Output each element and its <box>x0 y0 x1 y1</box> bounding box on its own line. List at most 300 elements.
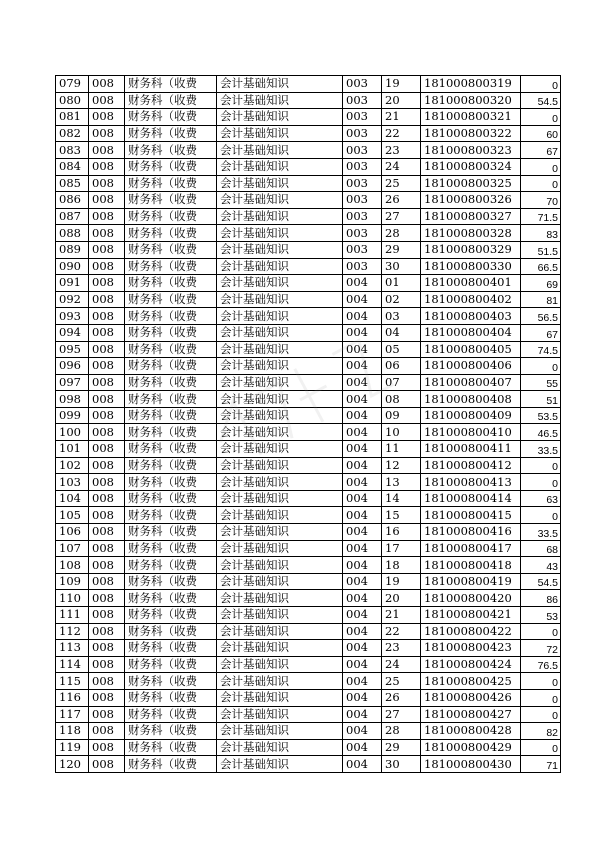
score-cell: 53 <box>521 607 561 624</box>
table-row <box>56 640 561 657</box>
group-cell: 008 <box>89 341 125 358</box>
ticket-cell: 181000800412 <box>421 457 521 474</box>
score-cell: 60 <box>521 125 561 142</box>
room-cell: 004 <box>343 640 382 657</box>
group-cell: 008 <box>89 524 125 541</box>
ticket-cell: 181000800419 <box>421 573 521 590</box>
seat-cell: 21 <box>382 607 421 624</box>
room-cell: 004 <box>343 557 382 574</box>
room-cell: 004 <box>343 524 382 541</box>
group-cell: 008 <box>89 723 125 740</box>
group-cell: 008 <box>89 424 125 441</box>
department-cell: 财务科（收费 <box>125 739 217 756</box>
seq-cell: 087 <box>56 208 89 225</box>
room-cell: 003 <box>343 208 382 225</box>
subject-cell: 会计基础知识 <box>217 76 343 93</box>
seq-cell: 094 <box>56 324 89 341</box>
seat-cell: 11 <box>382 441 421 458</box>
seat-cell: 10 <box>382 424 421 441</box>
table-row <box>56 258 561 275</box>
subject-cell: 会计基础知识 <box>217 524 343 541</box>
department-cell: 财务科（收费 <box>125 175 217 192</box>
seq-cell: 079 <box>56 76 89 93</box>
table-row <box>56 125 561 142</box>
table-row <box>56 474 561 491</box>
seat-cell: 20 <box>382 92 421 109</box>
subject-cell: 会计基础知识 <box>217 557 343 574</box>
seq-cell: 105 <box>56 507 89 524</box>
ticket-cell: 181000800415 <box>421 507 521 524</box>
ticket-cell: 181000800328 <box>421 225 521 242</box>
table-row <box>56 324 561 341</box>
room-cell: 004 <box>343 341 382 358</box>
group-cell: 008 <box>89 275 125 292</box>
group-cell: 008 <box>89 623 125 640</box>
department-cell: 财务科（收费 <box>125 474 217 491</box>
seat-cell: 08 <box>382 391 421 408</box>
seq-cell: 080 <box>56 92 89 109</box>
score-cell: 0 <box>521 507 561 524</box>
seq-cell: 090 <box>56 258 89 275</box>
seat-cell: 21 <box>382 109 421 126</box>
group-cell: 008 <box>89 109 125 126</box>
seq-cell: 104 <box>56 490 89 507</box>
seat-cell: 25 <box>382 673 421 690</box>
department-cell: 财务科（收费 <box>125 441 217 458</box>
seat-cell: 06 <box>382 358 421 375</box>
score-cell: 56.5 <box>521 308 561 325</box>
room-cell: 004 <box>343 706 382 723</box>
room-cell: 003 <box>343 258 382 275</box>
table-row <box>56 507 561 524</box>
score-cell: 69 <box>521 275 561 292</box>
subject-cell: 会计基础知识 <box>217 92 343 109</box>
room-cell: 004 <box>343 590 382 607</box>
results-table <box>55 75 561 773</box>
department-cell: 财务科（收费 <box>125 540 217 557</box>
subject-cell: 会计基础知识 <box>217 275 343 292</box>
ticket-cell: 181000800421 <box>421 607 521 624</box>
ticket-cell: 181000800405 <box>421 341 521 358</box>
table-row <box>56 407 561 424</box>
seat-cell: 18 <box>382 557 421 574</box>
department-cell: 财务科（收费 <box>125 424 217 441</box>
room-cell: 003 <box>343 192 382 209</box>
table-row <box>56 208 561 225</box>
group-cell: 008 <box>89 739 125 756</box>
department-cell: 财务科（收费 <box>125 308 217 325</box>
seq-cell: 112 <box>56 623 89 640</box>
seq-cell: 084 <box>56 158 89 175</box>
table-row <box>56 739 561 756</box>
department-cell: 财务科（收费 <box>125 109 217 126</box>
ticket-cell: 181000800428 <box>421 723 521 740</box>
group-cell: 008 <box>89 241 125 258</box>
score-cell: 55 <box>521 374 561 391</box>
room-cell: 004 <box>343 756 382 773</box>
department-cell: 财务科（收费 <box>125 125 217 142</box>
score-cell: 74.5 <box>521 341 561 358</box>
room-cell: 004 <box>343 623 382 640</box>
score-cell: 33.5 <box>521 441 561 458</box>
group-cell: 008 <box>89 540 125 557</box>
group-cell: 008 <box>89 490 125 507</box>
department-cell: 财务科（收费 <box>125 374 217 391</box>
score-cell: 70 <box>521 192 561 209</box>
score-cell: 53.5 <box>521 407 561 424</box>
subject-cell: 会计基础知识 <box>217 424 343 441</box>
room-cell: 004 <box>343 374 382 391</box>
department-cell: 财务科（收费 <box>125 723 217 740</box>
department-cell: 财务科（收费 <box>125 640 217 657</box>
seq-cell: 097 <box>56 374 89 391</box>
table-row <box>56 275 561 292</box>
ticket-cell: 181000800402 <box>421 291 521 308</box>
subject-cell: 会计基础知识 <box>217 358 343 375</box>
ticket-cell: 181000800330 <box>421 258 521 275</box>
ticket-cell: 181000800406 <box>421 358 521 375</box>
group-cell: 008 <box>89 308 125 325</box>
group-cell: 008 <box>89 573 125 590</box>
room-cell: 004 <box>343 490 382 507</box>
score-cell: 51 <box>521 391 561 408</box>
seq-cell: 119 <box>56 739 89 756</box>
department-cell: 财务科（收费 <box>125 524 217 541</box>
ticket-cell: 181000800404 <box>421 324 521 341</box>
department-cell: 财务科（收费 <box>125 225 217 242</box>
seat-cell: 25 <box>382 175 421 192</box>
seq-cell: 082 <box>56 125 89 142</box>
department-cell: 财务科（收费 <box>125 291 217 308</box>
seq-cell: 108 <box>56 557 89 574</box>
room-cell: 003 <box>343 109 382 126</box>
ticket-cell: 181000800407 <box>421 374 521 391</box>
seq-cell: 114 <box>56 656 89 673</box>
group-cell: 008 <box>89 474 125 491</box>
seq-cell: 085 <box>56 175 89 192</box>
seat-cell: 24 <box>382 158 421 175</box>
group-cell: 008 <box>89 208 125 225</box>
subject-cell: 会计基础知识 <box>217 706 343 723</box>
group-cell: 008 <box>89 374 125 391</box>
subject-cell: 会计基础知识 <box>217 308 343 325</box>
subject-cell: 会计基础知识 <box>217 142 343 159</box>
group-cell: 008 <box>89 557 125 574</box>
ticket-cell: 181000800416 <box>421 524 521 541</box>
score-cell: 0 <box>521 175 561 192</box>
table-row <box>56 109 561 126</box>
seq-cell: 118 <box>56 723 89 740</box>
room-cell: 004 <box>343 540 382 557</box>
room-cell: 004 <box>343 358 382 375</box>
ticket-cell: 181000800329 <box>421 241 521 258</box>
seat-cell: 04 <box>382 324 421 341</box>
seat-cell: 13 <box>382 474 421 491</box>
seq-cell: 110 <box>56 590 89 607</box>
ticket-cell: 181000800429 <box>421 739 521 756</box>
room-cell: 004 <box>343 275 382 292</box>
seat-cell: 09 <box>382 407 421 424</box>
group-cell: 008 <box>89 640 125 657</box>
score-cell: 0 <box>521 76 561 93</box>
subject-cell: 会计基础知识 <box>217 739 343 756</box>
subject-cell: 会计基础知识 <box>217 507 343 524</box>
room-cell: 004 <box>343 324 382 341</box>
score-cell: 83 <box>521 225 561 242</box>
department-cell: 财务科（收费 <box>125 623 217 640</box>
score-cell: 46.5 <box>521 424 561 441</box>
ticket-cell: 181000800417 <box>421 540 521 557</box>
subject-cell: 会计基础知识 <box>217 623 343 640</box>
score-cell: 0 <box>521 109 561 126</box>
ticket-cell: 181000800327 <box>421 208 521 225</box>
group-cell: 008 <box>89 358 125 375</box>
room-cell: 004 <box>343 607 382 624</box>
seq-cell: 109 <box>56 573 89 590</box>
table-row <box>56 341 561 358</box>
group-cell: 008 <box>89 76 125 93</box>
subject-cell: 会计基础知识 <box>217 656 343 673</box>
department-cell: 财务科（收费 <box>125 689 217 706</box>
score-cell: 0 <box>521 673 561 690</box>
subject-cell: 会计基础知识 <box>217 225 343 242</box>
seat-cell: 14 <box>382 490 421 507</box>
subject-cell: 会计基础知识 <box>217 756 343 773</box>
ticket-cell: 181000800420 <box>421 590 521 607</box>
department-cell: 财务科（收费 <box>125 490 217 507</box>
seat-cell: 29 <box>382 739 421 756</box>
group-cell: 008 <box>89 158 125 175</box>
results-table-body <box>56 76 561 773</box>
room-cell: 003 <box>343 92 382 109</box>
seat-cell: 12 <box>382 457 421 474</box>
group-cell: 008 <box>89 225 125 242</box>
department-cell: 财务科（收费 <box>125 324 217 341</box>
score-cell: 0 <box>521 739 561 756</box>
table-row <box>56 291 561 308</box>
seat-cell: 23 <box>382 640 421 657</box>
score-cell: 43 <box>521 557 561 574</box>
table-row <box>56 689 561 706</box>
subject-cell: 会计基础知识 <box>217 175 343 192</box>
seat-cell: 23 <box>382 142 421 159</box>
subject-cell: 会计基础知识 <box>217 441 343 458</box>
table-row <box>56 192 561 209</box>
group-cell: 008 <box>89 507 125 524</box>
score-cell: 0 <box>521 623 561 640</box>
score-cell: 67 <box>521 324 561 341</box>
ticket-cell: 181000800413 <box>421 474 521 491</box>
department-cell: 财务科（收费 <box>125 656 217 673</box>
department-cell: 财务科（收费 <box>125 142 217 159</box>
seq-cell: 106 <box>56 524 89 541</box>
subject-cell: 会计基础知识 <box>217 407 343 424</box>
room-cell: 004 <box>343 573 382 590</box>
department-cell: 财务科（收费 <box>125 158 217 175</box>
score-cell: 72 <box>521 640 561 657</box>
room-cell: 003 <box>343 158 382 175</box>
subject-cell: 会计基础知识 <box>217 590 343 607</box>
seq-cell: 113 <box>56 640 89 657</box>
group-cell: 008 <box>89 192 125 209</box>
subject-cell: 会计基础知识 <box>217 540 343 557</box>
score-cell: 0 <box>521 457 561 474</box>
subject-cell: 会计基础知识 <box>217 341 343 358</box>
seat-cell: 05 <box>382 341 421 358</box>
subject-cell: 会计基础知识 <box>217 192 343 209</box>
department-cell: 财务科（收费 <box>125 407 217 424</box>
seq-cell: 092 <box>56 291 89 308</box>
seq-cell: 101 <box>56 441 89 458</box>
seq-cell: 083 <box>56 142 89 159</box>
group-cell: 008 <box>89 441 125 458</box>
ticket-cell: 181000800321 <box>421 109 521 126</box>
subject-cell: 会计基础知识 <box>217 640 343 657</box>
seq-cell: 107 <box>56 540 89 557</box>
room-cell: 004 <box>343 457 382 474</box>
ticket-cell: 181000800401 <box>421 275 521 292</box>
department-cell: 财务科（收费 <box>125 391 217 408</box>
table-row <box>56 158 561 175</box>
table-row <box>56 241 561 258</box>
seq-cell: 102 <box>56 457 89 474</box>
room-cell: 003 <box>343 142 382 159</box>
table-row <box>56 590 561 607</box>
room-cell: 004 <box>343 656 382 673</box>
table-row <box>56 557 561 574</box>
department-cell: 财务科（收费 <box>125 258 217 275</box>
subject-cell: 会计基础知识 <box>217 490 343 507</box>
score-cell: 82 <box>521 723 561 740</box>
subject-cell: 会计基础知识 <box>217 125 343 142</box>
seat-cell: 20 <box>382 590 421 607</box>
score-cell: 0 <box>521 689 561 706</box>
department-cell: 财务科（收费 <box>125 208 217 225</box>
table-row <box>56 76 561 93</box>
seq-cell: 099 <box>56 407 89 424</box>
room-cell: 004 <box>343 391 382 408</box>
score-cell: 86 <box>521 590 561 607</box>
table-row <box>56 358 561 375</box>
score-cell: 0 <box>521 358 561 375</box>
seq-cell: 088 <box>56 225 89 242</box>
ticket-cell: 181000800408 <box>421 391 521 408</box>
seat-cell: 27 <box>382 208 421 225</box>
group-cell: 008 <box>89 291 125 308</box>
room-cell: 003 <box>343 225 382 242</box>
seq-cell: 117 <box>56 706 89 723</box>
room-cell: 003 <box>343 76 382 93</box>
table-row <box>56 225 561 242</box>
room-cell: 004 <box>343 673 382 690</box>
group-cell: 008 <box>89 590 125 607</box>
subject-cell: 会计基础知识 <box>217 391 343 408</box>
department-cell: 财务科（收费 <box>125 241 217 258</box>
seat-cell: 27 <box>382 706 421 723</box>
score-cell: 66.5 <box>521 258 561 275</box>
table-row <box>56 706 561 723</box>
seat-cell: 26 <box>382 192 421 209</box>
seq-cell: 111 <box>56 607 89 624</box>
score-cell: 68 <box>521 540 561 557</box>
subject-cell: 会计基础知识 <box>217 474 343 491</box>
ticket-cell: 181000800424 <box>421 656 521 673</box>
department-cell: 财务科（收费 <box>125 590 217 607</box>
ticket-cell: 181000800418 <box>421 557 521 574</box>
department-cell: 财务科（收费 <box>125 706 217 723</box>
score-cell: 81 <box>521 291 561 308</box>
group-cell: 008 <box>89 125 125 142</box>
table-row <box>56 441 561 458</box>
subject-cell: 会计基础知识 <box>217 374 343 391</box>
seat-cell: 01 <box>382 275 421 292</box>
room-cell: 003 <box>343 125 382 142</box>
room-cell: 004 <box>343 441 382 458</box>
group-cell: 008 <box>89 407 125 424</box>
ticket-cell: 181000800320 <box>421 92 521 109</box>
seq-cell: 086 <box>56 192 89 209</box>
seat-cell: 17 <box>382 540 421 557</box>
score-cell: 0 <box>521 706 561 723</box>
ticket-cell: 181000800410 <box>421 424 521 441</box>
subject-cell: 会计基础知识 <box>217 291 343 308</box>
department-cell: 财务科（收费 <box>125 557 217 574</box>
score-cell: 67 <box>521 142 561 159</box>
ticket-cell: 181000800425 <box>421 673 521 690</box>
seat-cell: 30 <box>382 258 421 275</box>
seat-cell: 22 <box>382 125 421 142</box>
department-cell: 财务科（收费 <box>125 192 217 209</box>
score-cell: 63 <box>521 490 561 507</box>
table-row <box>56 391 561 408</box>
room-cell: 004 <box>343 424 382 441</box>
group-cell: 008 <box>89 607 125 624</box>
room-cell: 004 <box>343 291 382 308</box>
table-row <box>56 540 561 557</box>
department-cell: 财务科（收费 <box>125 457 217 474</box>
seat-cell: 28 <box>382 723 421 740</box>
ticket-cell: 181000800422 <box>421 623 521 640</box>
ticket-cell: 181000800414 <box>421 490 521 507</box>
score-cell: 54.5 <box>521 573 561 590</box>
subject-cell: 会计基础知识 <box>217 158 343 175</box>
subject-cell: 会计基础知识 <box>217 723 343 740</box>
ticket-cell: 181000800411 <box>421 441 521 458</box>
group-cell: 008 <box>89 706 125 723</box>
score-cell: 76.5 <box>521 656 561 673</box>
group-cell: 008 <box>89 457 125 474</box>
ticket-cell: 181000800427 <box>421 706 521 723</box>
score-sheet <box>55 75 561 773</box>
table-row <box>56 656 561 673</box>
score-cell: 0 <box>521 474 561 491</box>
room-cell: 004 <box>343 723 382 740</box>
seq-cell: 100 <box>56 424 89 441</box>
department-cell: 财务科（收费 <box>125 341 217 358</box>
group-cell: 008 <box>89 756 125 773</box>
table-row <box>56 490 561 507</box>
table-row <box>56 723 561 740</box>
group-cell: 008 <box>89 175 125 192</box>
seq-cell: 081 <box>56 109 89 126</box>
seq-cell: 093 <box>56 308 89 325</box>
subject-cell: 会计基础知识 <box>217 607 343 624</box>
subject-cell: 会计基础知识 <box>217 109 343 126</box>
table-row <box>56 756 561 773</box>
ticket-cell: 181000800326 <box>421 192 521 209</box>
table-row <box>56 623 561 640</box>
ticket-cell: 181000800319 <box>421 76 521 93</box>
